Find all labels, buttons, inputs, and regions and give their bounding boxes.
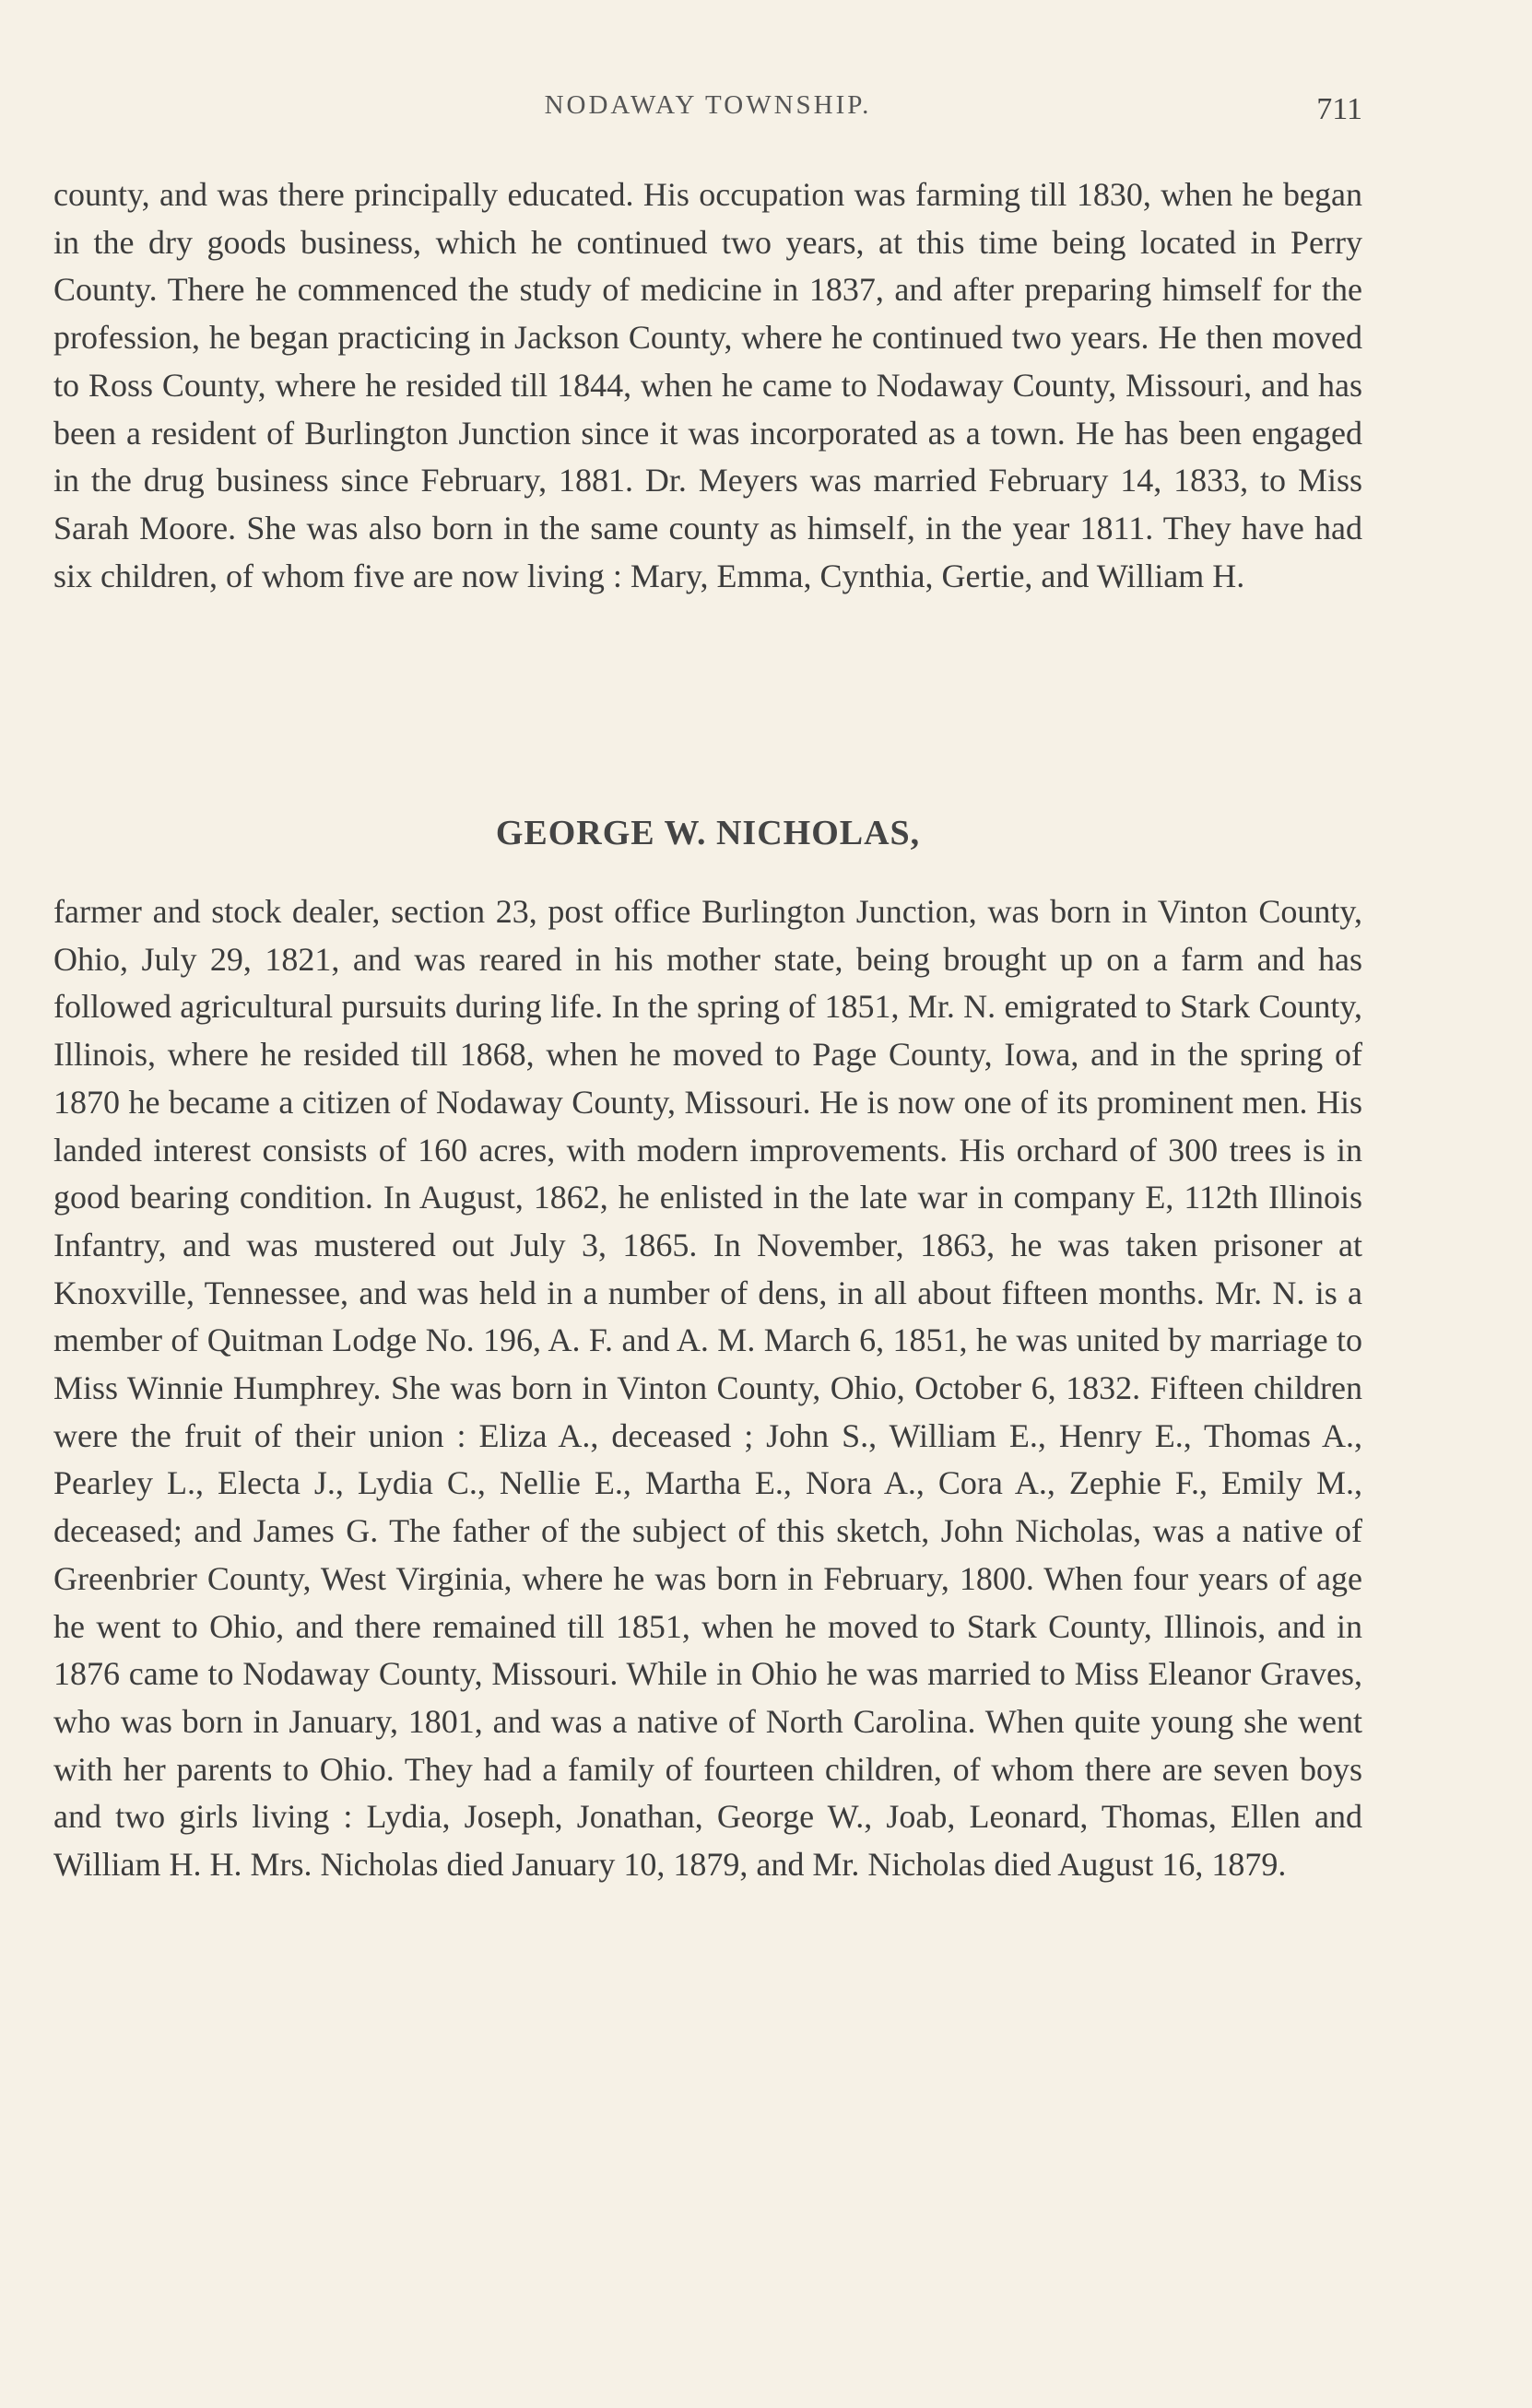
- running-head: [53, 90, 1362, 136]
- running-title: NODAWAY TOWNSHIP.: [544, 90, 872, 120]
- page-number: 711: [1316, 92, 1362, 126]
- biography-heading: GEORGE W. NICHOLAS,: [495, 814, 921, 852]
- biography-paragraph: farmer and stock dealer, section 23, post office Burlington Junction, was born in Vinton County, Ohio, July 29, 1821, and was reared in his mother state, being brought up on a farm and has followed agricultural pursuits during life. In the spring of 1851, Mr. N. emigrated to Stark County, Illinois, where he resided till 1868, when he moved to Page County, Iowa, and in the spring of 1870 he became a citizen of Nodaway County, Missouri. He is now one of its prominent men. His landed interest consists of 160 acres, with modern improvements. His orchard of 300 trees is in good bearing condition. In August, 1862, he enlisted in the late war in company E, 112th Illinois Infantry, and was mustered out July 3, 1865. In November, 1863, he was taken prisoner at Knoxville, Tennessee, and was held in a number of dens, in all about fifteen months. Mr. N. is a member of Quitman Lodge No. 196, A. F. and A. M. March 6, 1851, he was united by marriage to Miss Winnie Humphrey. She was born in Vinton County, Ohio, October 6, 1832. Fifteen children were the fruit of their union : Eliza A., deceased ; John S., William E., Henry E., Thomas A., Pearley L., Electa J., Lydia C., Nellie E., Martha E., Nora A., Cora A., Zephie F., Emily M., deceased; and James G. The father of the subject of this sketch, John Nicholas, was a native of Greenbrier County, West Virginia, where he was born in February, 1800. When four years of age he went to Ohio, and there remained till 1851, when he moved to Stark County, Illinois, and in 1876 came to Nodaway County, Missouri. While in Ohio he was married to Miss Eleanor Graves, who was born in January, 1801, and was a native of North Carolina. When quite young she went with her parents to Ohio. They had a family of fourteen children, of whom there are seven boys and two girls living : Lydia, Joseph, Jonathan, George W., Joab, Leonard, Thomas, Ellen and William H. H. Mrs. Nicholas died January 10, 1879, and Mr. Nicholas died August 16, 1879.: [53, 893, 1362, 1884]
- continuation-paragraph: county, and was there principally educated. His occupation was farming till 1830, when he began in the dry goods business, which he continued two years, at this time being located in Perry County. There he commenced the study of medicine in 1837, and after preparing himself for the profession, he began practicing in Jackson County, where he continued two years. He then moved to Ross County, where he resided till 1844, when he came to Nodaway County, Missouri, and has been a resident of Burlington Junction since it was incorporated as a town. He has been engaged in the drug business since February, 1881. Dr. Meyers was married February 14, 1833, to Miss Sarah Moore. She was also born in the same county as himself, in the year 1811. They have had six children, of whom five are now living : Mary, Emma, Cynthia, Gertie, and William H.: [53, 176, 1362, 594]
